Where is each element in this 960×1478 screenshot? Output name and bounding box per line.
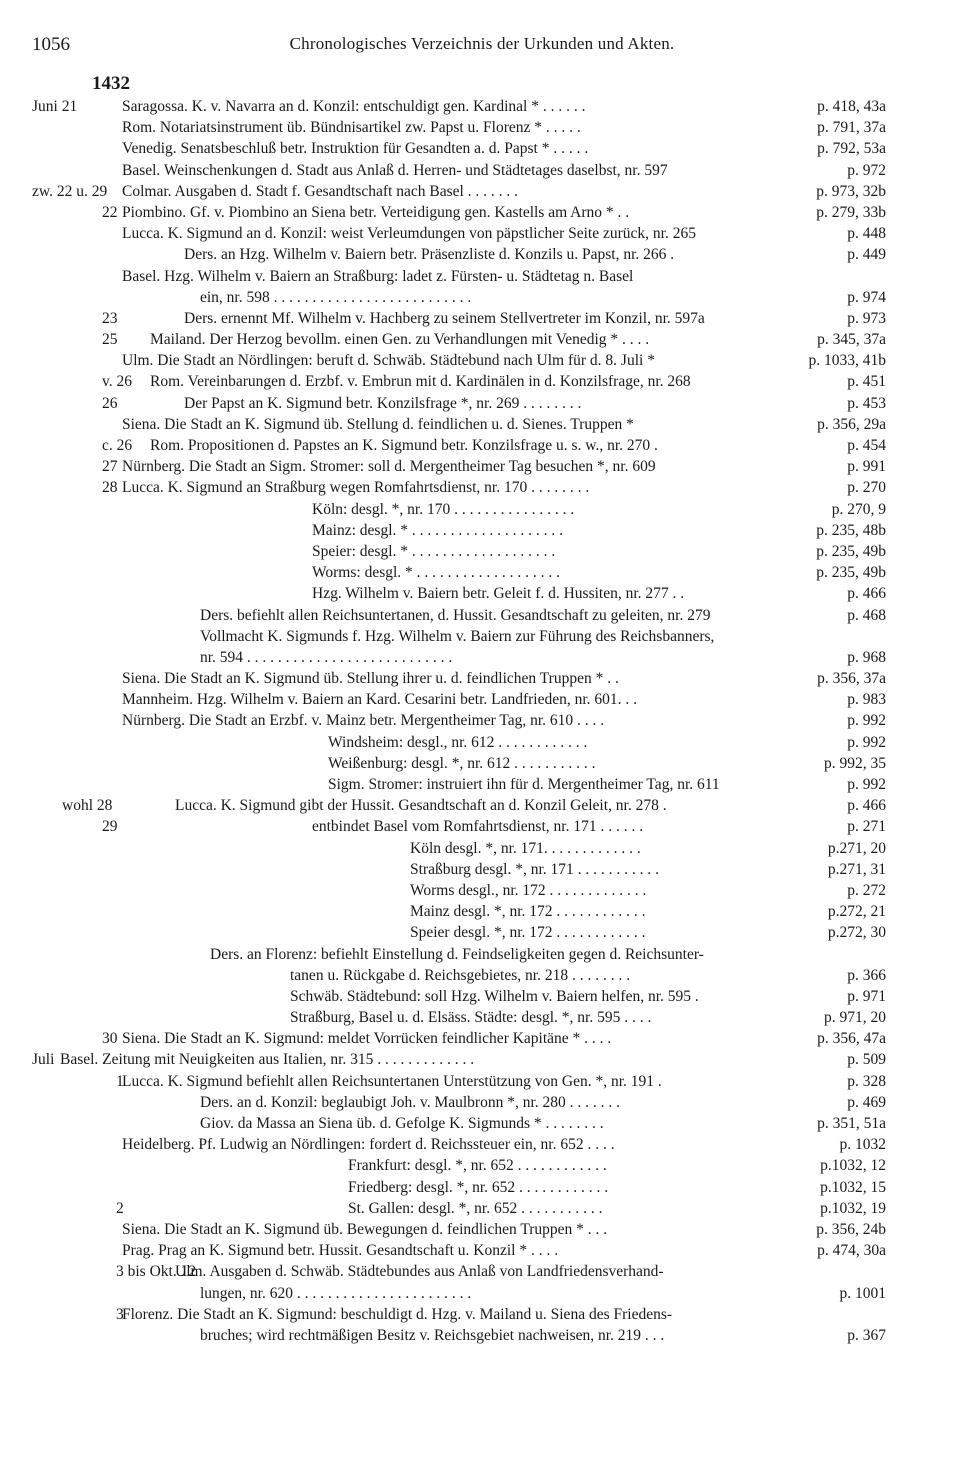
entry-text: nr. 594 . . . . . . . . . . . . . . . . . . . . . . . . . . . — [200, 648, 453, 666]
entry-page-ref: p. 453 — [847, 394, 886, 412]
entry-date: Juli — [32, 1051, 55, 1069]
entry-text: Siena. Die Stadt an K. Sigmund üb. Stellung d. feindlichen u. d. Sienes. Truppen * — [122, 415, 634, 433]
entry-row — [0, 605, 960, 626]
entry-page-ref: p. 466 — [847, 585, 886, 603]
entry-date: c. 26 — [102, 437, 133, 454]
entry-text: Prag. Prag an K. Sigmund betr. Hussit. Gesandtschaft u. Konzil * . . . . — [122, 1242, 559, 1260]
entry-row — [0, 96, 960, 117]
entry-row — [0, 202, 960, 223]
entry-page-ref: p. 973, 32b — [816, 182, 886, 200]
entry-text: Sigm. Stromer: instruiert ihn für d. Mergentheimer Tag, nr. 611 — [328, 776, 720, 793]
entry-text: Speier: desgl. * . . . . . . . . . . . . . . . . . . . — [312, 542, 556, 560]
entry-row — [0, 795, 960, 816]
entry-page-ref: p. 474, 30a — [817, 1242, 886, 1260]
entry-row — [0, 223, 960, 244]
entry-text: Der Papst an K. Sigmund betr. Konzilsfrage *, nr. 269 . . . . . . . . — [184, 394, 582, 412]
entry-page-ref: p. 271 — [847, 818, 886, 836]
entry-row — [0, 944, 960, 965]
entry-page-ref: p. 367 — [847, 1326, 886, 1344]
entry-page-ref: p. 356, 29a — [817, 415, 886, 433]
entry-row — [0, 456, 960, 477]
entry-row — [0, 838, 960, 859]
entry-row — [0, 117, 960, 138]
entry-page-ref: p. 454 — [847, 437, 886, 454]
entry-text: Rom. Notariatsinstrument üb. Bündnisartikel zw. Papst u. Florenz * . . . . . — [122, 119, 581, 137]
entry-page-ref: p.1032, 19 — [820, 1199, 886, 1217]
entry-page-ref: p. 366 — [847, 966, 886, 984]
entry-date: 30 — [102, 1030, 118, 1048]
entry-row — [0, 181, 960, 202]
page-header — [32, 34, 932, 58]
entry-text: Straßburg desgl. *, nr. 171 . . . . . . . . . . . — [410, 860, 659, 878]
entry-text: Ders. an Hzg. Wilhelm v. Baiern betr. Präsenzliste d. Konzils u. Papst, nr. 266 . — [184, 246, 675, 264]
entry-page-ref: p. 418, 43a — [817, 98, 886, 115]
entry-text: Mailand. Der Herzog bevollm. einen Gen. zu Verhandlungen mit Venedig * . . . . — [150, 331, 650, 349]
entry-date: 3 — [116, 1305, 124, 1323]
entry-page-ref: p. 356, 47a — [817, 1030, 886, 1048]
entry-row — [0, 1155, 960, 1176]
entry-text: Ders. an d. Konzil: beglaubigt Joh. v. Maulbronn *, nr. 280 . . . . . . . — [200, 1093, 621, 1111]
entry-row — [0, 138, 960, 159]
entry-row — [0, 1325, 960, 1346]
entry-text: Nürnberg. Die Stadt an Sigm. Stromer: soll d. Mergentheimer Tag besuchen *, nr. 609 — [122, 458, 656, 476]
entry-text: Mannheim. Hzg. Wilhelm v. Baiern an Kard. Cesarini betr. Landfrieden, nr. 601. . . — [122, 691, 638, 709]
entry-text: Mainz: desgl. * . . . . . . . . . . . . . . . . . . . . — [312, 521, 563, 539]
entry-row — [0, 1304, 960, 1325]
entry-text: Windsheim: desgl., nr. 612 . . . . . . . . . . . . — [328, 733, 588, 751]
entry-text: Venedig. Senatsbeschluß betr. Instruktion für Gesandten a. d. Papst * . . . . . — [122, 140, 589, 158]
entry-page-ref: p. 992 — [847, 733, 886, 751]
entry-text: ein, nr. 598 . . . . . . . . . . . . . . . . . . . . . . . . . . — [200, 288, 472, 306]
entry-page-ref: p. 468 — [847, 606, 886, 624]
entry-text: Ders. befiehlt allen Reichsuntertanen, d. Hussit. Gesandtschaft zu geleiten, nr. 279 — [200, 606, 711, 624]
entry-text: Basel. Hzg. Wilhelm v. Baiern an Straßburg: ladet z. Fürsten- u. Städtetag n. Basel — [122, 267, 634, 285]
entry-row — [0, 753, 960, 774]
entry-row — [0, 668, 960, 689]
entry-row — [0, 859, 960, 880]
entry-date: 23 — [102, 309, 118, 327]
entry-row — [0, 1113, 960, 1134]
entry-row — [0, 1261, 960, 1282]
entry-page-ref: p. 449 — [847, 246, 886, 264]
entry-text: Speier desgl. *, nr. 172 . . . . . . . . . . . . — [410, 924, 646, 942]
entry-text: Siena. Die Stadt an K. Sigmund üb. Stellung ihrer u. d. feindlichen Truppen * . . — [122, 670, 619, 688]
entry-page-ref: p.272, 21 — [827, 903, 886, 921]
entry-text: Frankfurt: desgl. *, nr. 652 . . . . . . . . . . . . — [348, 1157, 607, 1175]
entry-page-ref: p.1032, 15 — [820, 1178, 886, 1196]
entry-text: Worms desgl., nr. 172 . . . . . . . . . . . . . — [410, 881, 647, 899]
entry-text: Köln: desgl. *, nr. 170 . . . . . . . . . . . . . . . . — [312, 500, 575, 518]
entry-page-ref: p. 469 — [847, 1093, 886, 1111]
entry-page-ref: p. 328 — [847, 1072, 886, 1090]
entry-text: Heidelberg. Pf. Ludwig an Nördlingen: fordert d. Reichssteuer ein, nr. 652 . . . . — [122, 1136, 615, 1154]
entry-row — [0, 266, 960, 287]
entry-row — [0, 477, 960, 498]
entry-text: Lucca. K. Sigmund an d. Konzil: weist Verleumdungen von päpstlicher Seite zurück, nr. 265 — [122, 225, 696, 243]
entry-text: Colmar. Ausgaben d. Stadt f. Gesandtschaft nach Basel . . . . . . . — [122, 182, 519, 200]
entry-row — [0, 1283, 960, 1304]
entry-text: Mainz desgl. *, nr. 172 . . . . . . . . . . . . — [410, 903, 646, 921]
entry-page-ref: p. 792, 53a — [817, 140, 886, 158]
entry-page-ref: p.272, 30 — [827, 924, 886, 942]
entry-row — [0, 1134, 960, 1155]
entry-page-ref: p.271, 31 — [827, 860, 886, 878]
entry-text: Rom. Vereinbarungen d. Erzbf. v. Embrun mit d. Kardinälen in d. Konzilsfrage, nr. 268 — [150, 373, 691, 391]
entry-text: Florenz. Die Stadt an K. Sigmund: beschuldigt d. Hzg. v. Mailand u. Siena des Friedens- — [122, 1305, 673, 1323]
entry-page-ref: p. 356, 37a — [817, 670, 886, 688]
entry-text: entbindet Basel vom Romfahrtsdienst, nr. 171 . . . . . . — [312, 818, 644, 836]
entry-page-ref: p. 466 — [847, 797, 886, 815]
entry-page-ref: p. 235, 48b — [816, 521, 886, 539]
entry-page-ref: p.271, 20 — [827, 839, 886, 857]
entry-text: Piombino. Gf. v. Piombino an Siena betr. Verteidigung gen. Kastells am Arno * . . — [122, 203, 630, 221]
entry-text: Straßburg, Basel u. d. Elsäss. Städte: desgl. *, nr. 595 . . . . — [290, 1009, 652, 1027]
entry-page-ref: p. 1032 — [839, 1136, 886, 1154]
entry-text: Giov. da Massa an Siena üb. d. Gefolge K. Sigmunds * . . . . . . . . — [200, 1115, 604, 1132]
entry-text: Basel. Zeitung mit Neuigkeiten aus Italien, nr. 315 . . . . . . . . . . . . . — [60, 1051, 475, 1069]
entry-row — [0, 689, 960, 710]
entry-page-ref: p. 973 — [847, 309, 886, 327]
entry-text: Köln desgl. *, nr. 171. . . . . . . . . . . . . — [410, 839, 641, 857]
entry-row — [0, 1177, 960, 1198]
entry-row — [0, 647, 960, 668]
entry-text: Ulm. Die Stadt an Nördlingen: beruft d. Schwäb. Städtebund nach Ulm für d. 8. Juli * — [122, 352, 655, 370]
entry-row — [0, 583, 960, 604]
entry-text: Ders. an Florenz: befiehlt Einstellung d. Feindseligkeiten gegen d. Reichsunter- — [210, 945, 704, 963]
entry-text: St. Gallen: desgl. *, nr. 652 . . . . . . . . . . . — [348, 1199, 603, 1217]
entry-page-ref: p. 270 — [847, 479, 886, 497]
entry-date: 25 — [102, 331, 118, 349]
entry-row — [0, 160, 960, 181]
entry-date: 29 — [102, 818, 118, 836]
entry-page-ref: p. 448 — [847, 225, 886, 243]
entry-date: 26 — [102, 394, 118, 412]
entry-row — [0, 329, 960, 350]
entry-page-ref: p. 345, 37a — [817, 331, 886, 349]
entry-row — [0, 1071, 960, 1092]
entry-date: zw. 22 u. 29 — [32, 182, 108, 200]
entry-page-ref: p. 992 — [847, 712, 886, 730]
entry-row — [0, 393, 960, 414]
entry-row — [0, 371, 960, 392]
entry-page-ref: p. 270, 9 — [831, 500, 886, 518]
entry-text: lungen, nr. 620 . . . . . . . . . . . . . . . . . . . . . . . — [200, 1284, 472, 1302]
entry-text: Schwäb. Städtebund: soll Hzg. Wilhelm v. Baiern helfen, nr. 595 . — [290, 987, 699, 1005]
entry-row — [0, 774, 960, 795]
entry-date: 27 — [102, 458, 118, 476]
entry-page-ref: p. 509 — [847, 1051, 886, 1069]
entry-page-ref: p. 351, 51a — [817, 1115, 886, 1132]
entry-text: Siena. Die Stadt an K. Sigmund: meldet Vorrücken feindlicher Kapitäne * . . . . — [122, 1030, 612, 1048]
entry-row — [0, 244, 960, 265]
entry-row — [0, 732, 960, 753]
entry-text: Basel. Weinschenkungen d. Stadt aus Anlaß d. Herren- und Städtetages daselbst, nr. 597 — [122, 161, 668, 179]
entry-row — [0, 1092, 960, 1113]
entry-row — [0, 1007, 960, 1028]
entry-page-ref: p. 992 — [847, 776, 886, 793]
entry-text: Lucca. K. Sigmund gibt der Hussit. Gesandtschaft an d. Konzil Geleit, nr. 278 . — [175, 797, 667, 815]
entry-text: Ulm. Ausgaben d. Schwäb. Städtebundes aus Anlaß von Landfriedensverhand- — [175, 1263, 664, 1281]
entry-list — [0, 96, 960, 1346]
entry-row — [0, 1049, 960, 1070]
entry-row — [0, 414, 960, 435]
entry-page-ref: p. 971, 20 — [824, 1009, 886, 1027]
entry-row — [0, 626, 960, 647]
entry-page-ref: p. 235, 49b — [816, 564, 886, 582]
entry-page-ref: p. 974 — [847, 288, 886, 306]
entry-row — [0, 1028, 960, 1049]
entry-date: 1 — [116, 1072, 124, 1090]
entry-text: Nürnberg. Die Stadt an Erzbf. v. Mainz betr. Mergentheimer Tag, nr. 610 . . . . — [122, 712, 605, 730]
entry-row — [0, 308, 960, 329]
entry-date: 2 — [116, 1199, 124, 1217]
entry-page-ref: p. 272 — [847, 881, 886, 899]
entry-date: 3 bis Okt. 12 — [116, 1263, 197, 1281]
entry-row — [0, 1240, 960, 1261]
entry-row — [0, 562, 960, 583]
entry-text: Lucca. K. Sigmund an Straßburg wegen Romfahrtsdienst, nr. 170 . . . . . . . . — [122, 479, 590, 497]
entry-date: v. 26 — [102, 373, 132, 391]
entry-page-ref: p. 279, 33b — [816, 203, 886, 221]
entry-page-ref: p. 356, 24b — [816, 1220, 886, 1238]
entry-date: 28 — [102, 479, 118, 497]
entry-text: Hzg. Wilhelm v. Baiern betr. Geleit f. d. Hussiten, nr. 277 . . — [312, 585, 685, 603]
entry-page-ref: p. 968 — [847, 648, 886, 666]
entry-page-ref: p. 971 — [847, 987, 886, 1005]
entry-row — [0, 435, 960, 456]
entry-text: Siena. Die Stadt an K. Sigmund üb. Bewegungen d. feindlichen Truppen * . . . — [122, 1220, 608, 1238]
entry-page-ref: p. 451 — [847, 373, 886, 391]
entry-row — [0, 541, 960, 562]
entry-row — [0, 901, 960, 922]
entry-page-ref: p. 991 — [847, 458, 886, 476]
entry-page-ref: p. 1001 — [839, 1284, 886, 1302]
entry-date: wohl 28 — [62, 797, 113, 815]
entry-text: Worms: desgl. * . . . . . . . . . . . . . . . . . . . — [312, 564, 561, 582]
year-heading: 1432 — [92, 73, 130, 94]
entry-text: Vollmacht K. Sigmunds f. Hzg. Wilhelm v. Baiern zur Führung des Reichsbanners, — [200, 627, 715, 645]
entry-row — [0, 1198, 960, 1219]
entry-text: Friedberg: desgl. *, nr. 652 . . . . . . . . . . . . — [348, 1178, 609, 1196]
entry-text: tanen u. Rückgabe d. Reichsgebietes, nr. 218 . . . . . . . . — [290, 966, 631, 984]
entry-page-ref: p. 1033, 41b — [808, 352, 886, 370]
entry-row — [0, 880, 960, 901]
entry-row — [0, 816, 960, 837]
entry-row — [0, 965, 960, 986]
entry-date: 22 — [102, 203, 118, 221]
entry-row — [0, 986, 960, 1007]
entry-page-ref: p. 235, 49b — [816, 542, 886, 560]
entry-row — [0, 350, 960, 371]
entry-page-ref: p. 972 — [847, 161, 886, 179]
entry-row — [0, 499, 960, 520]
entry-page-ref: p. 983 — [847, 691, 886, 709]
entry-row — [0, 710, 960, 731]
entry-date: Juni 21 — [32, 98, 78, 115]
running-title: Chronologisches Verzeichnis der Urkunden und Akten. — [289, 34, 675, 53]
entry-row — [0, 287, 960, 308]
entry-row — [0, 520, 960, 541]
entry-row — [0, 1219, 960, 1240]
entry-text: Ders. ernennt Mf. Wilhelm v. Hachberg zu seinem Stellvertreter im Konzil, nr. 597a — [184, 309, 705, 327]
entry-text: Weißenburg: desgl. *, nr. 612 . . . . . . . . . . . — [328, 754, 596, 772]
entry-page-ref: p. 791, 37a — [817, 119, 886, 137]
entry-row — [0, 922, 960, 943]
entry-text: Lucca. K. Sigmund befiehlt allen Reichsuntertanen Unterstützung von Gen. *, nr. 191 . — [122, 1072, 662, 1090]
entry-text: Rom. Propositionen d. Papstes an K. Sigmund betr. Konzilsfrage u. s. w., nr. 270 . — [150, 437, 658, 454]
entry-text: Saragossa. K. v. Navarra an d. Konzil: entschuldigt gen. Kardinal * . . . . . . — [122, 98, 586, 115]
entry-page-ref: p.1032, 12 — [820, 1157, 886, 1175]
entry-text: bruches; wird rechtmäßigen Besitz v. Reichsgebiet nachweisen, nr. 219 . . . — [200, 1326, 665, 1344]
page-number: 1056 — [32, 34, 70, 55]
entry-page-ref: p. 992, 35 — [824, 754, 886, 772]
